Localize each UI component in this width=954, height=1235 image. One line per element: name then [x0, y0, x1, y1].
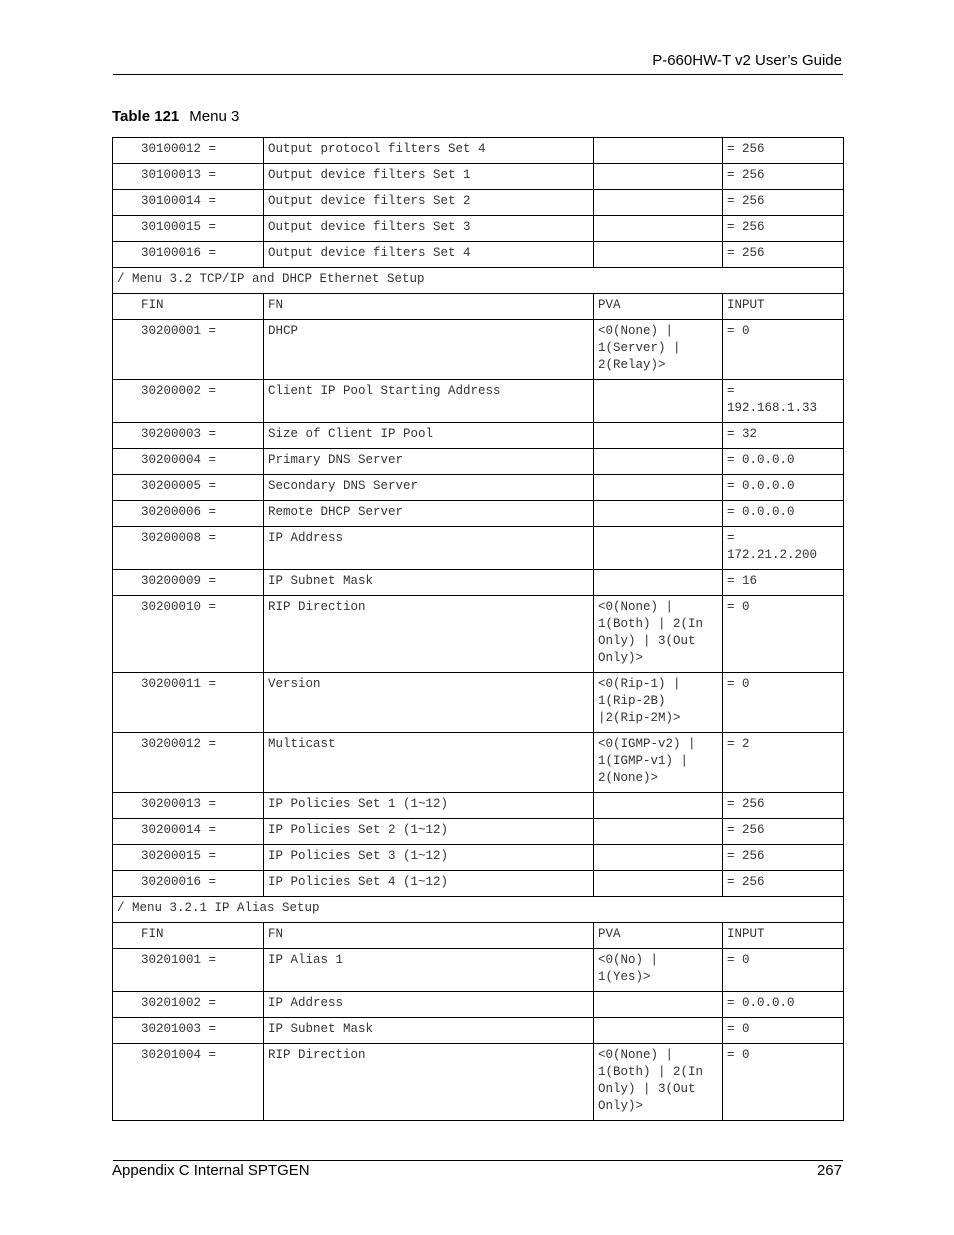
table-row — [113, 527, 844, 570]
pva-cell — [594, 871, 723, 897]
pva-cell — [594, 527, 723, 570]
fin-cell: 30200001 = — [113, 320, 264, 380]
input-cell: = 16 — [723, 570, 844, 596]
input-cell: = 32 — [723, 423, 844, 449]
pva-cell — [594, 845, 723, 871]
table-row — [113, 1044, 844, 1121]
input-cell: = 256 — [723, 819, 844, 845]
section-title: / Menu 3.2.1 IP Alias Setup — [113, 897, 844, 923]
fn-cell: IP Address — [264, 527, 594, 570]
menu-table — [112, 137, 844, 1121]
fn-cell: Secondary DNS Server — [264, 475, 594, 501]
section-row — [113, 897, 844, 923]
table-row — [113, 320, 844, 380]
fin-cell: 30200014 = — [113, 819, 264, 845]
pva-cell — [594, 190, 723, 216]
column-header-row — [113, 294, 844, 320]
section-title: / Menu 3.2 TCP/IP and DHCP Ethernet Setup — [113, 268, 844, 294]
table-row — [113, 733, 844, 793]
pva-cell — [594, 164, 723, 190]
fn-cell: IP Policies Set 3 (1~12) — [264, 845, 594, 871]
guide-title: P-660HW-T v2 User’s Guide — [652, 52, 842, 69]
page-number: 267 — [816, 1162, 842, 1179]
table-row — [113, 216, 844, 242]
input-cell: = 256 — [723, 845, 844, 871]
input-cell: = 256 — [723, 190, 844, 216]
fin-cell: 30200010 = — [113, 596, 264, 673]
table-row — [113, 819, 844, 845]
input-cell: = 0.0.0.0 — [723, 992, 844, 1018]
table-row — [113, 449, 844, 475]
input-cell: = 0.0.0.0 — [723, 449, 844, 475]
input-cell: = 2 — [723, 733, 844, 793]
pva-cell — [594, 380, 723, 423]
fin-cell: 30200012 = — [113, 733, 264, 793]
fin-cell: 30200003 = — [113, 423, 264, 449]
pva-cell — [594, 423, 723, 449]
table-row — [113, 164, 844, 190]
pva-cell — [594, 138, 723, 164]
footer-rule — [113, 1160, 843, 1161]
table-row — [113, 871, 844, 897]
fin-cell: 30201001 = — [113, 949, 264, 992]
fn-cell: IP Subnet Mask — [264, 1018, 594, 1044]
input-cell: = 256 — [723, 216, 844, 242]
pva-cell — [594, 475, 723, 501]
pva-cell — [594, 242, 723, 268]
column-header: INPUT — [723, 923, 844, 949]
pva-cell: <0(None) | 1(Both) | 2(In Only) | 3(Out Only)> — [594, 596, 723, 673]
fn-cell: IP Subnet Mask — [264, 570, 594, 596]
fin-cell: 30100012 = — [113, 138, 264, 164]
table-row — [113, 190, 844, 216]
table-title: Menu 3 — [189, 108, 240, 125]
footer-section: Appendix C Internal SPTGEN — [112, 1162, 310, 1179]
column-header: PVA — [594, 294, 723, 320]
fn-cell: Output device filters Set 4 — [264, 242, 594, 268]
table-row — [113, 475, 844, 501]
table-row — [113, 423, 844, 449]
pva-cell: <0(None) | 1(Server) | 2(Relay)> — [594, 320, 723, 380]
table-row — [113, 793, 844, 819]
table-number: Table 121 — [112, 108, 180, 125]
table-row — [113, 596, 844, 673]
pva-cell — [594, 819, 723, 845]
fin-cell: 30201002 = — [113, 992, 264, 1018]
table-row — [113, 992, 844, 1018]
fn-cell: RIP Direction — [264, 1044, 594, 1121]
input-cell: = 0 — [723, 596, 844, 673]
pva-cell — [594, 793, 723, 819]
fin-cell: 30100013 = — [113, 164, 264, 190]
fin-cell: 30200011 = — [113, 673, 264, 733]
fn-cell: IP Policies Set 1 (1~12) — [264, 793, 594, 819]
fin-cell: 30200005 = — [113, 475, 264, 501]
table-row — [113, 380, 844, 423]
header-rule — [113, 74, 843, 75]
fin-cell: 30201004 = — [113, 1044, 264, 1121]
fn-cell: Size of Client IP Pool — [264, 423, 594, 449]
pva-cell — [594, 992, 723, 1018]
pva-cell — [594, 449, 723, 475]
input-cell: = 0 — [723, 1044, 844, 1121]
pva-cell: <0(IGMP-v2) | 1(IGMP-v1) | 2(None)> — [594, 733, 723, 793]
fn-cell: IP Address — [264, 992, 594, 1018]
fn-cell: Output device filters Set 2 — [264, 190, 594, 216]
fn-cell: Multicast — [264, 733, 594, 793]
column-header: PVA — [594, 923, 723, 949]
fn-cell: Primary DNS Server — [264, 449, 594, 475]
table-caption — [112, 108, 239, 125]
column-header: FN — [264, 294, 594, 320]
input-cell: = 192.168.1.33 — [723, 380, 844, 423]
fn-cell: Output device filters Set 3 — [264, 216, 594, 242]
column-header: FN — [264, 923, 594, 949]
fin-cell: 30100016 = — [113, 242, 264, 268]
pva-cell — [594, 216, 723, 242]
input-cell: = 256 — [723, 793, 844, 819]
column-header: INPUT — [723, 294, 844, 320]
table-row — [113, 570, 844, 596]
column-header: FIN — [113, 923, 264, 949]
input-cell: = 0 — [723, 673, 844, 733]
fin-cell: 30200009 = — [113, 570, 264, 596]
fn-cell: Output protocol filters Set 4 — [264, 138, 594, 164]
input-cell: = 256 — [723, 242, 844, 268]
input-cell: = 172.21.2.200 — [723, 527, 844, 570]
fin-cell: 30200006 = — [113, 501, 264, 527]
input-cell: = 256 — [723, 164, 844, 190]
fin-cell: 30201003 = — [113, 1018, 264, 1044]
input-cell: = 0 — [723, 949, 844, 992]
table-row — [113, 949, 844, 992]
table-row — [113, 242, 844, 268]
pva-cell — [594, 570, 723, 596]
input-cell: = 256 — [723, 138, 844, 164]
fin-cell: 30200016 = — [113, 871, 264, 897]
fn-cell: Output device filters Set 1 — [264, 164, 594, 190]
pva-cell: <0(None) | 1(Both) | 2(In Only) | 3(Out Only)> — [594, 1044, 723, 1121]
fn-cell: DHCP — [264, 320, 594, 380]
table-row — [113, 138, 844, 164]
table-row — [113, 1018, 844, 1044]
fn-cell: RIP Direction — [264, 596, 594, 673]
fn-cell: IP Policies Set 4 (1~12) — [264, 871, 594, 897]
fin-cell: 30200002 = — [113, 380, 264, 423]
input-cell: = 0 — [723, 1018, 844, 1044]
pva-cell — [594, 501, 723, 527]
fin-cell: 30200015 = — [113, 845, 264, 871]
fn-cell: IP Alias 1 — [264, 949, 594, 992]
column-header-row — [113, 923, 844, 949]
fn-cell: Version — [264, 673, 594, 733]
table-row — [113, 673, 844, 733]
table-row — [113, 501, 844, 527]
fin-cell: 30200004 = — [113, 449, 264, 475]
pva-cell — [594, 1018, 723, 1044]
fin-cell: 30100014 = — [113, 190, 264, 216]
fin-cell: 30200008 = — [113, 527, 264, 570]
pva-cell: <0(Rip-1) | 1(Rip-2B) |2(Rip-2M)> — [594, 673, 723, 733]
table-row — [113, 845, 844, 871]
input-cell: = 0.0.0.0 — [723, 501, 844, 527]
input-cell: = 0 — [723, 320, 844, 380]
input-cell: = 0.0.0.0 — [723, 475, 844, 501]
column-header: FIN — [113, 294, 264, 320]
fin-cell: 30200013 = — [113, 793, 264, 819]
fn-cell: IP Policies Set 2 (1~12) — [264, 819, 594, 845]
input-cell: = 256 — [723, 871, 844, 897]
fn-cell: Client IP Pool Starting Address — [264, 380, 594, 423]
section-row — [113, 268, 844, 294]
pva-cell: <0(No) | 1(Yes)> — [594, 949, 723, 992]
fn-cell: Remote DHCP Server — [264, 501, 594, 527]
fin-cell: 30100015 = — [113, 216, 264, 242]
